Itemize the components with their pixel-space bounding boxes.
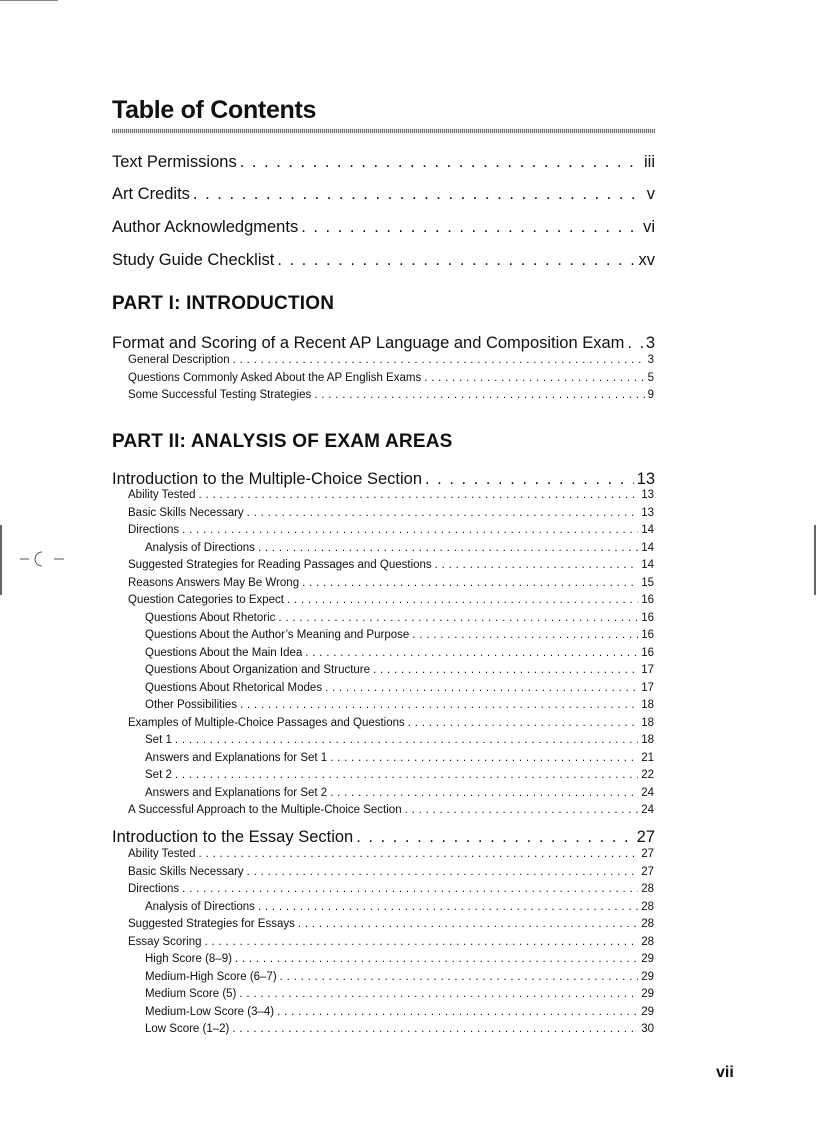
dot-leader [277, 251, 635, 270]
toc-entry-page: 5 [647, 371, 654, 384]
dot-leader [240, 153, 641, 172]
toc-subentry[interactable] [128, 389, 654, 405]
toc-subentry[interactable] [145, 647, 654, 663]
toc-entry-page: 13 [641, 489, 654, 501]
toc-entry-label: General Description [128, 354, 230, 366]
toc-entry-label: Medium-High Score (6–7) [145, 970, 277, 983]
toc-subentry[interactable] [145, 682, 654, 698]
toc-subentry[interactable] [145, 901, 654, 917]
toc-entry-text-permissions[interactable] [112, 153, 655, 175]
toc-entry-page: v [646, 185, 655, 203]
dot-leader [239, 988, 638, 1000]
toc-entry-page: 16 [641, 629, 654, 641]
toc-subentry[interactable] [128, 489, 654, 505]
toc-subentry[interactable] [128, 372, 654, 388]
toc-entry-page: 24 [641, 804, 654, 816]
toc-entry-label: Directions [128, 524, 180, 536]
toc-entry-page: 28 [641, 883, 654, 895]
toc-entry-page: 18 [641, 699, 654, 711]
toc-entry-label: High Score (8–9) [145, 953, 232, 965]
dot-leader [627, 334, 642, 353]
toc-subentry[interactable] [128, 848, 654, 864]
toc-entry-page: xv [638, 251, 655, 269]
toc-entry-label: Directions [128, 883, 180, 895]
toc-entry-label: Essay Scoring [128, 935, 202, 948]
toc-entry-page: 14 [641, 559, 654, 571]
dot-leader [301, 218, 640, 237]
toc-subentry[interactable] [145, 752, 654, 768]
toc-chapter-format-and-scoring[interactable] [112, 334, 655, 356]
page-number: vii [716, 1064, 734, 1081]
toc-entry-page: 14 [641, 541, 654, 554]
toc-subentry[interactable] [145, 542, 654, 558]
dot-leader [247, 866, 639, 878]
toc-entry-page: 21 [641, 751, 654, 764]
dot-leader [298, 918, 638, 930]
toc-entry-page: 16 [641, 611, 654, 624]
dot-leader [182, 883, 638, 895]
left-margin-line [0, 525, 2, 595]
toc-entry-label: Basic Skills Necessary [128, 865, 244, 878]
toc-entry-label: Questions About the Author’s Meaning and Purpose [145, 629, 410, 641]
dot-leader [405, 804, 639, 816]
toc-subentry[interactable] [145, 612, 654, 628]
toc-subentry[interactable] [145, 699, 654, 715]
toc-entry-label: Questions Commonly Asked About the AP English Exams [128, 371, 422, 384]
dot-leader [435, 559, 639, 571]
toc-entry-page: 13 [641, 506, 654, 519]
toc-subentry[interactable] [128, 866, 654, 882]
toc-subentry[interactable] [145, 787, 654, 803]
toc-entry-label: Low Score (1–2) [145, 1023, 230, 1035]
dot-leader [356, 828, 633, 847]
toc-entry-page: 3 [647, 354, 654, 366]
part-heading: PART I: INTRODUCTION [112, 293, 335, 314]
dot-leader [314, 389, 644, 401]
toc-entry-page: 18 [641, 734, 654, 746]
toc-entry-page: 27 [641, 865, 654, 878]
toc-entry-page: 18 [641, 716, 654, 729]
toc-entry-label: Examples of Multiple-Choice Passages and Questions [128, 716, 405, 729]
toc-subentry[interactable] [128, 717, 654, 733]
toc-entry-page: 27 [636, 828, 655, 846]
toc-entry-label: Ability Tested [128, 489, 196, 501]
toc-entry-study-guide-checklist[interactable] [112, 251, 655, 273]
dot-leader [287, 594, 638, 606]
toc-entry-label: Suggested Strategies for Essays [128, 918, 295, 930]
toc-subentry[interactable] [128, 594, 654, 610]
dot-leader [408, 717, 638, 729]
toc-entry-label: Questions About Rhetoric [145, 611, 276, 624]
toc-subentry[interactable] [128, 524, 654, 540]
toc-entry-page: 29 [641, 988, 654, 1000]
toc-entry-label: Other Possibilities [145, 699, 238, 711]
dot-leader [277, 1006, 638, 1018]
toc-entry-page: 3 [645, 334, 655, 352]
dot-leader [205, 936, 639, 948]
dot-leader [182, 524, 638, 536]
toc-entry-label: Analysis of Directions [145, 541, 255, 554]
toc-entry-label: Question Categories to Expect [128, 594, 284, 606]
toc-subentry[interactable] [128, 577, 654, 593]
dot-leader [373, 664, 638, 676]
toc-subentry[interactable] [145, 1006, 654, 1022]
toc-entry-label: Text Permissions [112, 153, 237, 171]
toc-subentry[interactable] [145, 734, 654, 750]
toc-entry-page: 29 [641, 1005, 654, 1018]
toc-entry-label: Study Guide Checklist [112, 251, 275, 269]
toc-entry-label: Some Successful Testing Strategies [128, 389, 312, 401]
toc-entry-label: Questions About Rhetorical Modes [145, 681, 323, 694]
dot-leader [424, 372, 644, 384]
dot-leader [199, 489, 639, 501]
toc-chapter-essay-section[interactable] [112, 828, 655, 850]
toc-entry-page: 13 [636, 470, 655, 488]
toc-entry-author-acknowledgments[interactable] [112, 218, 655, 240]
dot-leader [258, 542, 638, 554]
toc-entry-page: 29 [641, 970, 654, 983]
dot-leader [278, 612, 638, 624]
toc-subentry[interactable] [145, 971, 654, 987]
dot-leader [330, 752, 638, 764]
toc-entry-label: Questions About Organization and Structure [145, 664, 371, 676]
toc-entry-page: 14 [641, 524, 654, 536]
toc-entry-page: 28 [641, 935, 654, 948]
top-edge-rule [0, 0, 58, 1]
dot-leader [305, 647, 638, 659]
toc-subentry[interactable] [128, 354, 654, 370]
dot-leader [258, 901, 638, 913]
toc-subentry[interactable] [145, 1023, 654, 1039]
toc-entry-label: Medium Score (5) [145, 988, 237, 1000]
toc-entry-label: Basic Skills Necessary [128, 506, 244, 519]
toc-entry-label: Medium-Low Score (3–4) [145, 1005, 275, 1018]
toc-entry-page: 22 [641, 769, 654, 781]
dot-leader [280, 971, 639, 983]
page-title: Table of Contents [112, 96, 317, 124]
toc-entry-label: A Successful Approach to the Multiple-Choice Section [128, 804, 402, 816]
toc-subentry[interactable] [145, 664, 654, 680]
toc-subentry[interactable] [145, 769, 654, 785]
toc-entry-label: Analysis of Directions [145, 900, 255, 913]
toc-entry-label: Ability Tested [128, 848, 196, 860]
toc-entry-label: Answers and Explanations for Set 1 [145, 751, 328, 764]
toc-entry-label: Introduction to the Multiple-Choice Section [112, 470, 423, 488]
toc-entry-label: Suggested Strategies for Reading Passages and Questions [128, 559, 432, 571]
toc-entry-page: 29 [641, 953, 654, 965]
toc-entry-page: iii [644, 153, 655, 171]
toc-entry-page: 28 [641, 900, 654, 913]
part-heading: PART II: ANALYSIS OF EXAM AREAS [112, 431, 453, 452]
toc-subentry[interactable] [128, 507, 654, 523]
toc-entry-label: Reasons Answers May Be Wrong [128, 576, 300, 589]
toc-subentry[interactable] [145, 953, 654, 969]
dot-leader [302, 577, 638, 589]
dot-leader [325, 682, 638, 694]
dot-leader [247, 507, 639, 519]
dot-leader [240, 699, 638, 711]
toc-entry-page: 24 [641, 786, 654, 799]
toc-entry-page: 17 [641, 681, 654, 694]
toc-entry-page: vi [643, 218, 655, 236]
toc-entry-label: Set 1 [145, 734, 172, 746]
toc-subentry[interactable] [128, 883, 654, 899]
toc-entry-label: Art Credits [112, 185, 190, 203]
toc-entry-page: 9 [647, 389, 654, 401]
toc-entry-page: 30 [641, 1023, 654, 1035]
toc-entry-page: 16 [641, 646, 654, 659]
toc-entry-page: 16 [641, 594, 654, 606]
toc-subentry[interactable] [145, 629, 654, 645]
registration-mark-icon [20, 548, 64, 570]
dot-leader [193, 185, 644, 204]
toc-subentry[interactable] [128, 936, 654, 952]
title-rule [112, 129, 655, 133]
dot-leader [175, 734, 638, 746]
toc-entry-page: 15 [641, 576, 654, 589]
toc-entry-page: 28 [641, 918, 654, 930]
dot-leader [235, 953, 638, 965]
toc-subentry[interactable] [128, 559, 654, 575]
toc-entry-page: 17 [641, 664, 654, 676]
toc-entry-label: Format and Scoring of a Recent AP Language and Composition Exam [112, 334, 625, 352]
toc-subentry[interactable] [128, 918, 654, 934]
toc-subentry[interactable] [145, 988, 654, 1004]
dot-leader [412, 629, 638, 641]
toc-entry-label: Set 2 [145, 769, 172, 781]
dot-leader [175, 769, 638, 781]
toc-subentry[interactable] [128, 804, 654, 820]
dot-leader [232, 1023, 638, 1035]
toc-entry-label: Author Acknowledgments [112, 218, 299, 236]
dot-leader [199, 848, 639, 860]
toc-entry-label: Questions About the Main Idea [145, 646, 303, 659]
toc-entry-art-credits[interactable] [112, 185, 655, 207]
toc-entry-page: 27 [641, 848, 654, 860]
dot-leader [425, 470, 634, 489]
dot-leader [233, 354, 645, 366]
toc-entry-label: Introduction to the Essay Section [112, 828, 354, 846]
dot-leader [330, 787, 638, 799]
toc-entry-label: Answers and Explanations for Set 2 [145, 786, 328, 799]
